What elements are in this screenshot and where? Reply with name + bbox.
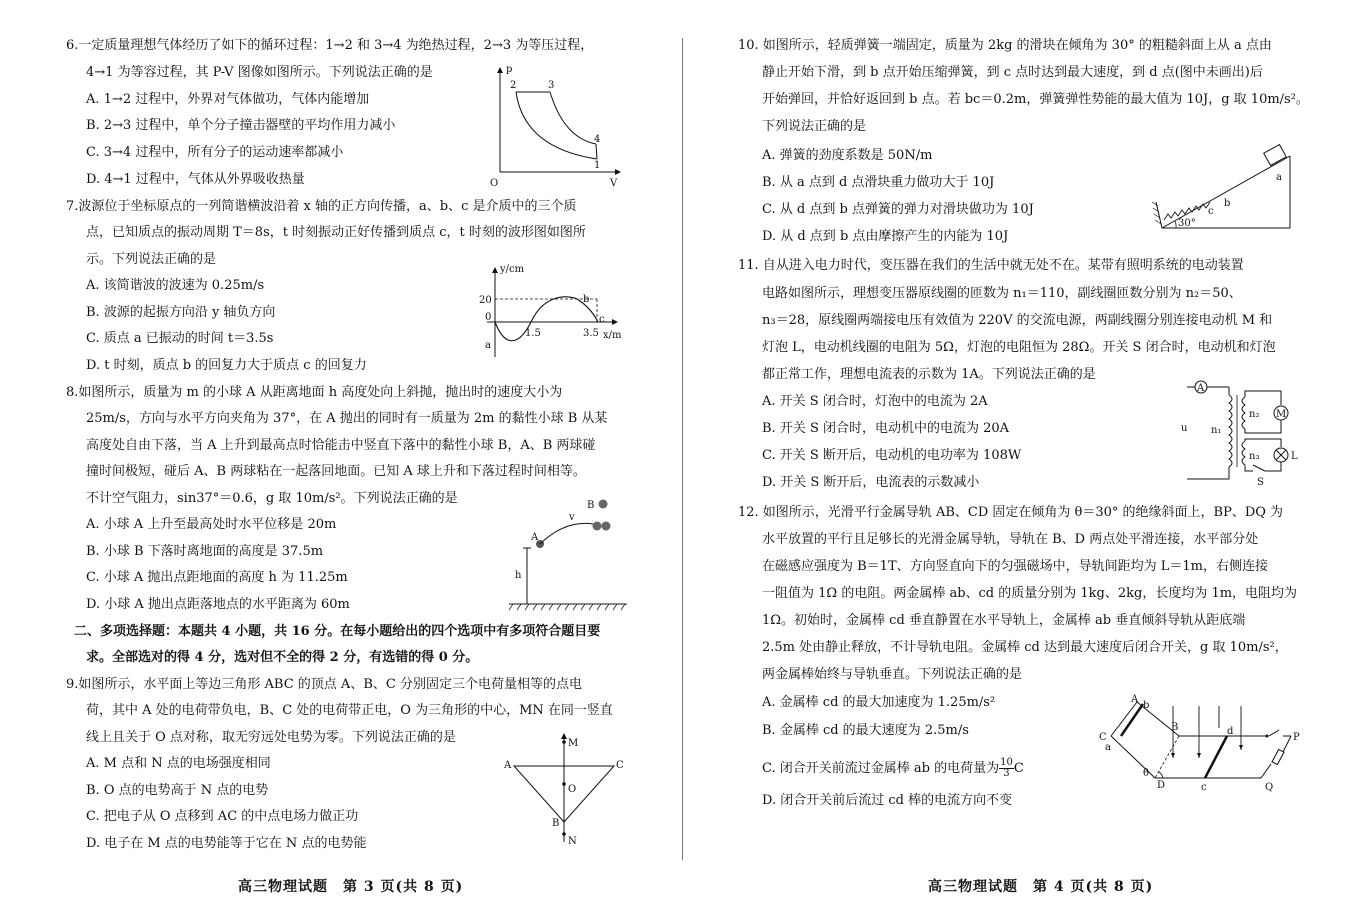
q7-x-tick-1.5: 1.5 <box>525 328 541 339</box>
q9-option-c: C. 把电子从 O 点移到 AC 的中点电场力做正功 <box>86 809 359 824</box>
q9-label-m: M <box>568 738 579 749</box>
q12-label-d-upper: D <box>1157 780 1166 791</box>
q12-rails-diagram <box>1093 694 1303 794</box>
q7-option-a: A. 该简谐波的波速为 0.25m/s <box>86 278 265 293</box>
q11-label-n2: n₂ <box>1249 409 1260 420</box>
q10-option-d: D. 从 d 点到 b 点由摩擦产生的内能为 10J <box>762 229 1009 244</box>
q9-stem-line3: 线上且关于 O 点对称，取无穷远处电势为零。下列说法正确的是 <box>86 730 456 745</box>
q12-label-q: Q <box>1265 782 1274 793</box>
q7-option-d: D. t 时刻，质点 b 的回复力大于质点 c 的回复力 <box>86 358 367 373</box>
q8-option-a: A. 小球 A 上升至最高处时水平位移是 20m <box>86 517 337 532</box>
q6-point-3: 3 <box>548 80 555 91</box>
q9-option-d: D. 电子在 M 点的电势能等于它在 N 点的电势能 <box>86 836 367 851</box>
q9-label-c: C <box>616 760 624 771</box>
q11-label-n1: n₁ <box>1211 425 1222 436</box>
q12-label-c-rod: c <box>1201 782 1207 793</box>
q12-label-b-rod: b <box>1143 700 1150 711</box>
q7-origin: 0 <box>485 312 492 323</box>
q6-origin: O <box>490 178 499 189</box>
q7-axis-y: y/cm <box>500 264 525 275</box>
q12-fraction-numerator: 10 <box>1000 757 1013 768</box>
q12-option-b: B. 金属棒 cd 的最大速度为 2.5m/s <box>762 723 969 738</box>
q10-stem-line4: 下列说法正确的是 <box>762 119 867 134</box>
q6-axis-v: V <box>610 178 618 189</box>
q9-label-a: A <box>504 760 512 771</box>
q9-label-o: O <box>568 784 577 795</box>
q6-option-b: B. 2→3 过程中，单个分子撞击器壁的平均作用力减小 <box>86 118 396 133</box>
q9-option-a: A. M 点和 N 点的电场强度相同 <box>86 756 271 771</box>
q6-option-c: C. 3→4 过程中，所有分子的运动速率都减小 <box>86 145 344 160</box>
q6-option-a: A. 1→2 过程中，外界对气体做功，气体内能增加 <box>86 92 370 107</box>
q12-stem-line6: 2.5m 处由静止释放，不计导轨电阻。金属棒 cd 达到最大速度后闭合开关，g 取 10m/s²， <box>762 640 1288 655</box>
q10-angle-label: 30° <box>1178 218 1196 229</box>
q7-axis-x: x/m <box>603 330 622 341</box>
q11-stem-line1: 11. 自从进入电力时代，变压器在我们的生活中就无处不在。某带有照明系统的电动装置 <box>738 258 1244 273</box>
q6-point-4: 4 <box>594 134 601 145</box>
q10-label-a: a <box>1276 172 1282 183</box>
q7-label-a: a <box>485 340 491 351</box>
q12-stem-line3: 在磁感应强度为 B＝1T、方向竖直向下的匀强磁场中，导轨间距均为 L＝1m，右侧连接 <box>762 559 1268 574</box>
q6-option-d: D. 4→1 过程中，气体从外界吸收热量 <box>86 172 305 187</box>
q12-option-a: A. 金属棒 cd 的最大加速度为 1.25m/s² <box>762 695 996 710</box>
q8-stem-line1: 8.如图所示，质量为 m 的小球 A 从距离地面 h 高度处向上斜抛，抛出时的速度大小为 <box>66 385 563 400</box>
q11-label-n3: n₃ <box>1249 451 1260 462</box>
q11-lamp-label: L <box>1291 451 1298 462</box>
q12-option-c-text: C. 闭合开关前流过金属棒 ab 的电荷量为 <box>762 761 1000 776</box>
q6-point-1: 1 <box>594 160 601 171</box>
q7-label-c: c <box>599 314 605 325</box>
q12-option-c-unit: C <box>1013 761 1024 776</box>
q9-stem-line1: 9.如图所示，水平面上等边三角形 ABC 的顶点 A、B、C 分别固定三个电荷量相等的点电 <box>66 677 582 692</box>
q10-label-c: c <box>1208 206 1214 217</box>
q9-stem-line2: 荷，其中 A 处的电荷带负电，B、C 处的电荷带正电，O 为三角形的中心，MN 在同一竖直 <box>86 703 613 718</box>
q10-stem-line2: 静止开始下滑，到 b 点开始压缩弹簧，到 c 点时达到最大速度，到 d 点(图中未画出)后 <box>762 65 1263 80</box>
section2-heading-line2: 求。全部选对的得 4 分，选对但不全的得 2 分，有选错的得 0 分。 <box>86 650 479 665</box>
q7-label-b: b <box>583 294 590 305</box>
q6-axis-p: p <box>506 64 513 75</box>
q12-label-b-upper: B <box>1171 722 1179 733</box>
page-divider <box>682 38 683 860</box>
q10-incline-diagram <box>1148 142 1298 234</box>
right-footer: 高三物理试题 第 4 页(共 8 页) <box>928 879 1154 895</box>
q11-option-b: B. 开关 S 闭合时，电动机中的电流为 20A <box>762 421 1010 436</box>
q7-stem-line2: 点，已知质点的振动周期 T＝8s，t 时刻振动正好传播到质点 c，t 时刻的波形图如图所 <box>86 225 586 240</box>
q11-stem-line2: 电路如图所示，理想变压器原线圈的匝数为 n₁＝110，副线圈匝数分别为 n₂＝50、 <box>762 286 1242 301</box>
q10-label-b: b <box>1224 198 1231 209</box>
q11-switch-label: S <box>1257 477 1264 488</box>
q10-option-b: B. 从 a 点到 d 点滑块重力做功大于 10J <box>762 175 995 190</box>
q8-option-d: D. 小球 A 抛出点距落地点的水平距离为 60m <box>86 597 350 612</box>
q8-stem-line4: 撞时间极短，碰后 A、B 两球粘在一起落回地面。已知 A 球上升和下落过程时间相等。 <box>86 464 586 479</box>
q8-label-h: h <box>515 570 522 581</box>
q11-option-c: C. 开关 S 断开后，电动机的电功率为 108W <box>762 448 1022 463</box>
q11-source-u: u <box>1181 423 1188 434</box>
q12-label-a-upper: A <box>1131 694 1139 705</box>
q6-stem-line2: 4→1 为等容过程，其 P-V 图像如图所示。下列说法正确的是 <box>86 65 433 80</box>
q6-point-2: 2 <box>510 80 517 91</box>
q8-stem-line3: 高度处自由下落，当 A 上升到最高点时恰能击中竖直下落中的黏性小球 B，A、B 两球碰 <box>86 438 596 453</box>
q7-wave-diagram <box>465 262 625 362</box>
q7-stem-line3: 示。下列说法正确的是 <box>86 252 217 267</box>
q11-option-a: A. 开关 S 闭合时，灯泡中的电流为 2A <box>762 394 988 409</box>
q12-label-p: P <box>1293 732 1300 743</box>
q12-fraction-denominator: 3 <box>1003 768 1010 779</box>
q7-option-c: C. 质点 a 已振动的时间 t＝3.5s <box>86 331 274 346</box>
q8-option-b: B. 小球 B 下落时离地面的高度是 37.5m <box>86 544 324 559</box>
q12-stem-line7: 两金属棒始终与导轨垂直。下列说法正确的是 <box>762 667 1023 682</box>
q12-stem-line4: 一阻值为 1Ω 的电阻。两金属棒 ab、cd 的质量分别为 1kg、2kg，长度均为 1m，电阻均为 <box>762 586 1298 601</box>
q8-label-v: v <box>569 512 575 523</box>
q8-stem-line5: 不计空气阻力，sin37°＝0.6，g 取 10m/s²。下列说法正确的是 <box>86 491 458 506</box>
q10-option-a: A. 弹簧的劲度系数是 50N/m <box>762 148 933 163</box>
q11-motor-label: M <box>1276 409 1287 420</box>
q9-label-n: N <box>568 836 577 847</box>
q10-option-c: C. 从 d 点到 b 点弹簧的弹力对滑块做功为 10J <box>762 202 1034 217</box>
q6-stem-line1: 6.一定质量理想气体经历了如下的循环过程：1→2 和 3→4 为绝热过程，2→3 为等压过程， <box>66 38 594 53</box>
q12-option-c <box>762 758 1024 779</box>
q8-label-b: B <box>587 500 595 511</box>
q12-option-c-fraction <box>999 758 1014 779</box>
q12-stem-line1: 12. 如图所示，光滑平行金属导轨 AB、CD 固定在倾角为 θ＝30° 的绝缘斜面上，BP、DQ 为 <box>738 505 1284 520</box>
q10-stem-line3: 开始弹回，并恰好返回到 b 点。若 bc＝0.2m，弹簧弹性势能的最大值为 10J，g 取 10m/s²。 <box>762 92 1309 107</box>
q8-projectile-diagram <box>505 492 630 612</box>
section2-heading-line1: 二、多项选择题：本题共 4 小题，共 16 分。在每小题给出的四个选项中有多项符合题目要 <box>74 624 601 639</box>
q11-stem-line3: n₃＝28，原线圈两端接电压有效值为 220V 的交流电源，两副线圈分别连接电动机 M 和 <box>762 313 1273 328</box>
q11-ammeter-label: A <box>1197 383 1205 394</box>
q7-x-tick-3.5: 3.5 <box>583 328 599 339</box>
q12-stem-line2: 水平放置的平行且足够长的光滑金属导轨，导轨在 B、D 两点处平滑连接，水平部分处 <box>762 532 1259 547</box>
q6-pv-diagram <box>490 62 630 190</box>
q9-label-b: B <box>552 818 560 829</box>
left-footer: 高三物理试题 第 3 页(共 8 页) <box>238 879 464 895</box>
q12-label-d-rod: d <box>1227 726 1234 737</box>
q12-option-d: D. 闭合开关前后流过 cd 棒的电流方向不变 <box>762 793 1013 808</box>
q11-option-d: D. 开关 S 断开后，电流表的示数减小 <box>762 475 980 490</box>
q12-stem-line5: 1Ω。初始时，金属棒 cd 垂直静置在水平导轨上，金属棒 ab 垂直倾斜导轨从距底端 <box>762 613 1246 628</box>
q11-stem-line4: 灯泡 L，电动机线圈的电阻为 5Ω，灯泡的电阻恒为 28Ω。开关 S 闭合时，电动机和灯泡 <box>762 340 1276 355</box>
q7-option-b: B. 波源的起振方向沿 y 轴负方向 <box>86 305 276 320</box>
q8-option-c: C. 小球 A 抛出点距地面的高度 h 为 11.25m <box>86 570 348 585</box>
q12-label-c-upper: C <box>1099 732 1107 743</box>
q9-triangle-diagram <box>500 728 630 850</box>
q7-y-tick-20: 20 <box>479 295 492 306</box>
q8-label-a: A <box>531 532 539 543</box>
q12-label-theta: θ <box>1143 768 1150 779</box>
q7-stem-line1: 7.波源位于坐标原点的一列简谐横波沿着 x 轴的正方向传播，a、b、c 是介质中的三个质 <box>66 199 577 214</box>
q9-option-b: B. O 点的电势高于 N 点的电势 <box>86 783 269 798</box>
q10-stem-line1: 10. 如图所示，轻质弹簧一端固定，质量为 2kg 的滑块在倾角为 30° 的粗糙斜面上从 a 点由 <box>738 38 1272 53</box>
q11-stem-line5: 都正常工作，理想电流表的示数为 1A。下列说法正确的是 <box>762 367 1096 382</box>
q11-transformer-circuit <box>1173 375 1303 495</box>
q12-label-a-rod: a <box>1105 742 1111 753</box>
q8-stem-line2: 25m/s，方向与水平方向夹角为 37°，在 A 抛出的同时有一质量为 2m 的黏性小球 B 从某 <box>86 411 608 426</box>
